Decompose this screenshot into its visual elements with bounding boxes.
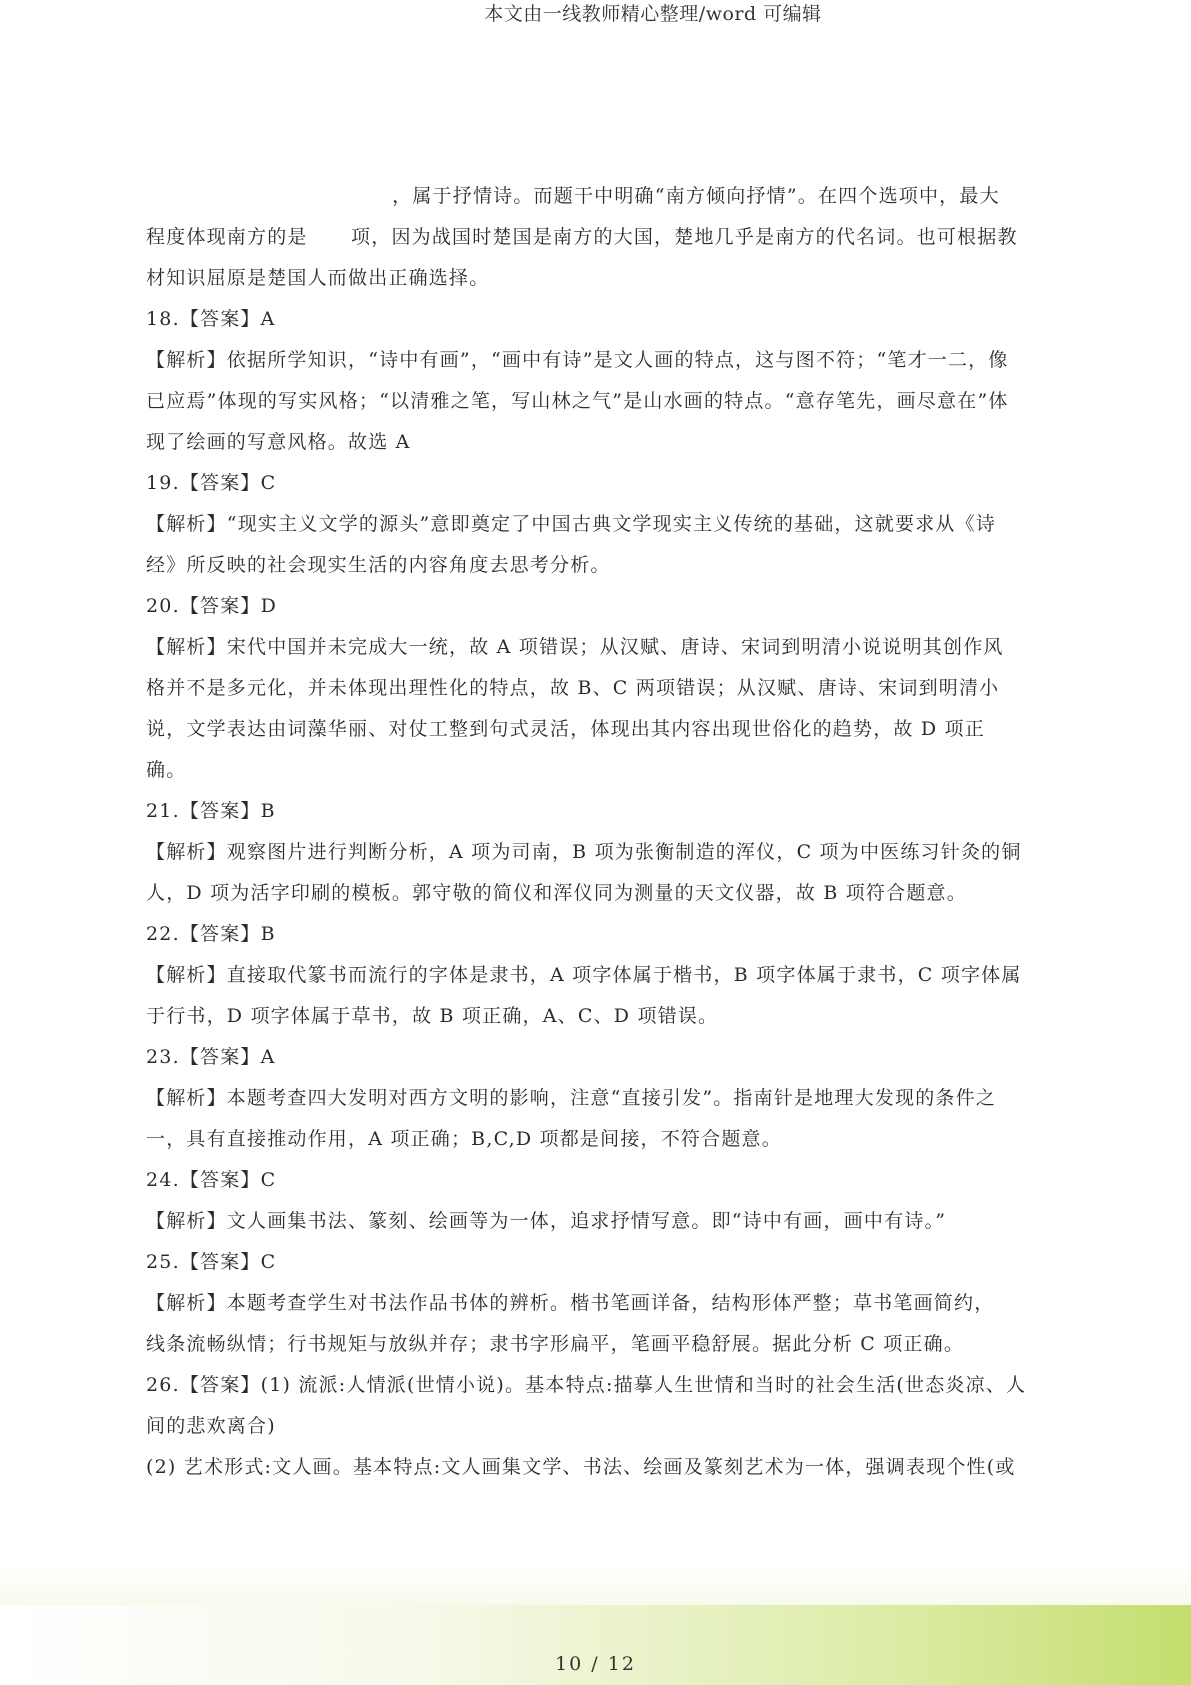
answer-line: 19.【答案】C <box>146 472 277 494</box>
answer-line: 25.【答案】C <box>146 1251 277 1273</box>
document-body <box>146 176 1046 1488</box>
answer-line: 22.【答案】B <box>146 923 276 945</box>
answer-line: 26.【答案】(1) 流派:人情派(世情小说)。基本特点:描摹人生世情和当时的社会生活(世态炎凉、人 <box>146 1374 1027 1396</box>
text-line: 于行书，D 项字体属于草书，故 B 项正确，A、C、D 项错误。 <box>146 1005 719 1027</box>
text-line: 确。 <box>146 759 187 781</box>
answer-line: 20.【答案】D <box>146 595 278 617</box>
page-header <box>0 0 1191 30</box>
text-line: 一，具有直接推动作用，A 项正确；B,C,D 项都是间接，不符合题意。 <box>146 1128 782 1150</box>
analysis-line: 【解析】宋代中国并未完成大一统，故 A 项错误；从汉赋、唐诗、宋词到明清小说说明其创作风 <box>146 636 1004 658</box>
analysis-line: 【解析】本题考查四大发明对西方文明的影响，注意“直接引发”。指南针是地理大发现的条件之 <box>146 1087 997 1109</box>
analysis-line: 【解析】“现实主义文学的源头”意即奠定了中国古典文学现实主义传统的基础，这就要求从《诗 <box>146 513 997 535</box>
text-line: (2) 艺术形式:文人画。基本特点:文人画集文学、书法、绘画及篆刻艺术为一体，强调表现个性(或 <box>146 1456 1016 1478</box>
text-line: 材知识屈原是楚国人而做出正确选择。 <box>146 267 490 289</box>
header-text: 本文由一线教师精心整理/word 可编辑 <box>484 3 822 25</box>
analysis-line: 【解析】本题考查学生对书法作品书体的辨析。楷书笔画详备，结构形体严整；草书笔画简约， <box>146 1292 995 1314</box>
text-line: 现了绘画的写意风格。故选 A <box>146 431 411 453</box>
page-number: 10 / 12 <box>555 1653 636 1675</box>
analysis-line: 【解析】直接取代篆书而流行的字体是隶书，A 项字体属于楷书，B 项字体属于隶书，C 项字体属 <box>146 964 1022 986</box>
answer-line: 18.【答案】A <box>146 308 276 330</box>
analysis-line: 【解析】依据所学知识，“诗中有画”，“画中有诗”是文人画的特点，这与图不符；“笔才一二，像 <box>146 349 1009 371</box>
text-line: 线条流畅纵情；行书规矩与放纵并存；隶书字形扁平，笔画平稳舒展。据此分析 C 项正确。 <box>146 1333 965 1355</box>
text-line: 人，D 项为活字印刷的模板。郭守敬的简仪和浑仪同为测量的天文仪器，故 B 项符合题意。 <box>146 882 967 904</box>
text-line: 已应焉”体现的写实风格；“以清雅之笔，写山林之气”是山水画的特点。“意存笔先，画尽意在”体 <box>146 390 1009 412</box>
answer-line: 21.【答案】B <box>146 800 276 822</box>
text-line: 格并不是多元化，并未体现出理性化的特点，故 B、C 两项错误；从汉赋、唐诗、宋词到明清小 <box>146 677 1000 699</box>
text-line: ，属于抒情诗。而题干中明确“南方倾向抒情”。在四个选项中，最大 <box>146 185 1000 207</box>
text-line: 间的悲欢离合) <box>146 1415 276 1437</box>
analysis-line: 【解析】观察图片进行判断分析，A 项为司南，B 项为张衡制造的浑仪，C 项为中医练习针灸的铜 <box>146 841 1022 863</box>
analysis-line: 【解析】文人画集书法、篆刻、绘画等为一体，追求抒情写意。即“诗中有画，画中有诗。” <box>146 1210 947 1232</box>
text-line: 经》所反映的社会现实生活的内容角度去思考分析。 <box>146 554 611 576</box>
answer-line: 24.【答案】C <box>146 1169 277 1191</box>
text-line: 说，文学表达由词藻华丽、对仗工整到句式灵活，体现出其内容出现世俗化的趋势，故 D 项正 <box>146 718 985 740</box>
answer-line: 23.【答案】A <box>146 1046 276 1068</box>
text-line: 程度体现南方的是 项，因为战国时楚国是南方的大国，楚地几乎是南方的代名词。也可根据教 <box>146 226 1018 248</box>
